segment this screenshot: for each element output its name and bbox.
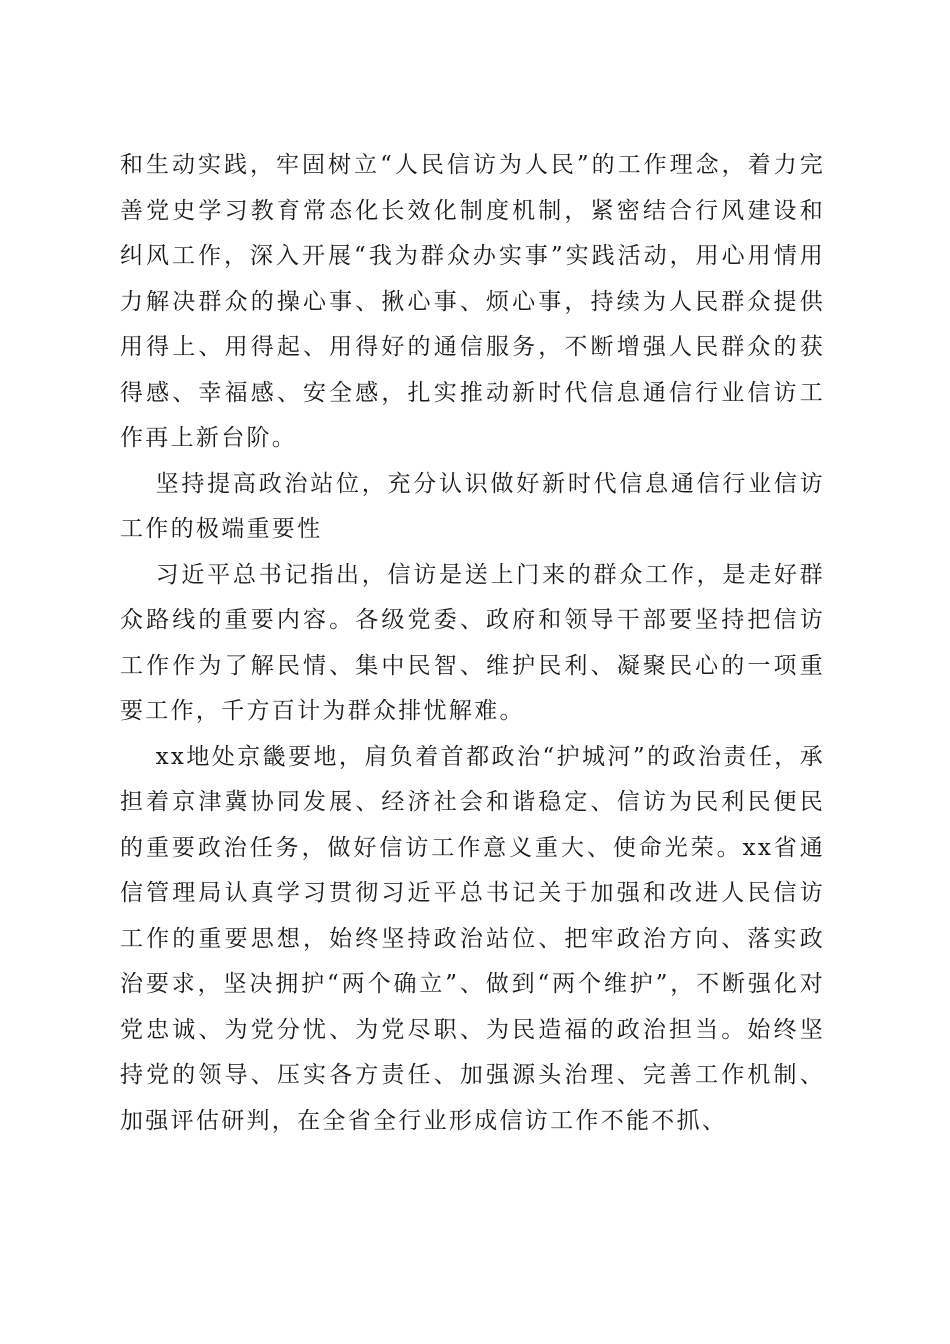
- paragraph-1: 和生动实践，牢固树立“人民信访为人民”的工作理念，着力完善党史学习教育常态化长效化制度机制，紧密结合行风建设和纠风工作，深入开展“我为群众办实事”实践活动，用心用情用力解决群众的操心事、揪心事、烦心事，持续为人民群众提供用得上、用得起、用得好的通信服务，不断增强人民群众的获得感、幸福感、安全感，扎实推动新时代信息通信行业信访工作再上新台阶。: [120, 152, 825, 451]
- paragraph-3: 习近平总书记指出，信访是送上门来的群众工作，是走好群众路线的重要内容。各级党委、政府和领导干部要坚持把信访工作作为了解民情、集中民智、维护民利、凝聚民心的一项重要工作，千方百计为群众排忧解难。: [120, 561, 825, 724]
- paragraph-2-heading: 坚持提高政治站位，充分认识做好新时代信息通信行业信访工作的极端重要性: [120, 470, 825, 542]
- document-body: [120, 143, 825, 1144]
- paragraph-4: xx地处京畿要地，肩负着首都政治“护城河”的政治责任，承担着京津冀协同发展、经济社会和谐稳定、信访为民利民便民的重要政治任务，做好信访工作意义重大、使命光荣。xx省通信管理局认真学习贯彻习近平总书记关于加强和改进人民信访工作的重要思想，始终坚持政治站位、把牢政治方向、落实政治要求，坚决拥护“两个确立”、做到“两个维护”，不断强化对党忠诚、为党分忧、为党尽职、为民造福的政治担当。始终坚持党的领导、压实各方责任、加强源头治理、完善工作机制、加强评估研判，在全省全行业形成信访工作不能不抓、: [120, 743, 825, 1134]
